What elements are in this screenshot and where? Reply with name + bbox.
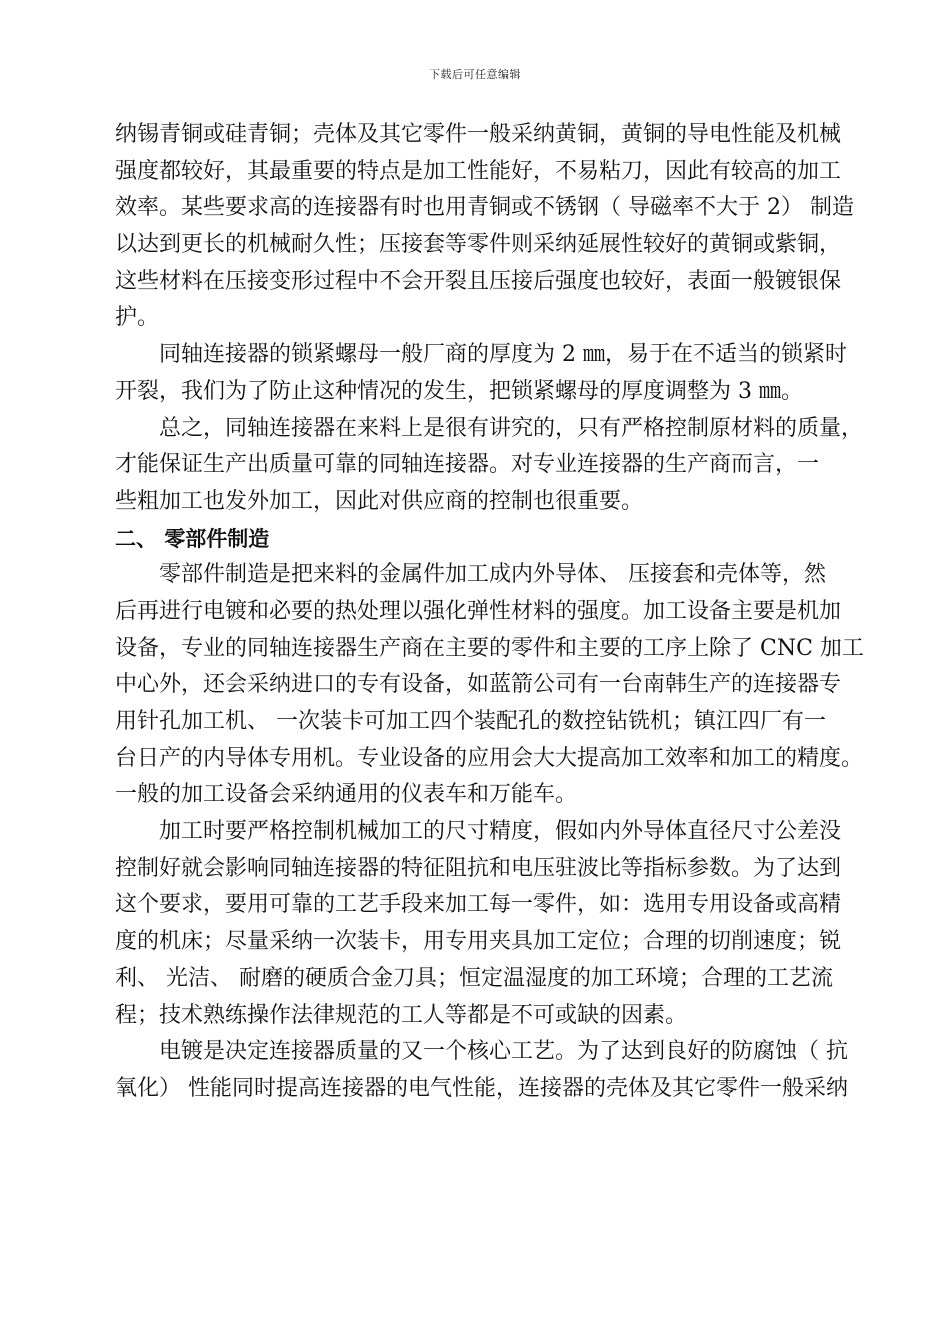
- text-line: 度的机床；尽量采纳一次装卡，用专用夹具加工定位；合理的切削速度；锐: [115, 929, 842, 955]
- text-line: 一般的加工设备会采纳通用的仪表车和万能车。: [115, 782, 578, 808]
- text-line: 护。: [115, 305, 160, 331]
- text-line: 程；技术熟练操作法律规范的工人等都是不可或缺的因素。: [115, 1002, 688, 1028]
- text-line: 效率。某些要求高的连接器有时也用青铜或不锈钢（ 导磁率不大于 2） 制造: [115, 195, 854, 221]
- text-line: 这个要求，要用可靠的工艺手段来加工每一零件，如：选用专用设备或高精: [115, 892, 842, 918]
- text-line: 这些材料在压接变形过程中不会开裂且压接后强度也较好，表面一般镀银保: [115, 268, 842, 294]
- text-line: 电镀是决定连接器质量的又一个核心工艺。为了达到良好的防腐蚀（ 抗: [159, 1039, 848, 1065]
- text-line: 才能保证生产出质量可靠的同轴连接器。对专业连接器的生产商而言，一: [115, 452, 820, 478]
- text-line: 氧化） 性能同时提高连接器的电气性能，连接器的壳体及其它零件一般采纳: [115, 1075, 848, 1101]
- section-heading: 二、 零部件制造: [115, 526, 270, 551]
- text-line: 利、 光洁、 耐磨的硬质合金刀具；恒定温湿度的加工环境；合理的工艺流: [115, 965, 833, 991]
- text-line: 些粗加工也发外加工，因此对供应商的控制也很重要。: [115, 488, 644, 514]
- text-line: 台日产的内导体专用机。专业设备的应用会大大提高加工效率和加工的精度。: [115, 745, 864, 771]
- text-line: 以达到更长的机械耐久性；压接套等零件则采纳延展性较好的黄铜或紫铜，: [115, 232, 842, 258]
- text-line: 纳锡青铜或硅青铜；壳体及其它零件一般采纳黄铜，黄铜的导电性能及机械: [115, 122, 842, 147]
- text-line: 总之，同轴连接器在来料上是很有讲究的，只有严格控制原材料的质量，: [159, 415, 864, 441]
- text-line: 控制好就会影响同轴连接器的特征阻抗和电压驻波比等指标参数。为了达到: [115, 855, 842, 881]
- text-line: 同轴连接器的锁紧螺母一般厂商的厚度为 2 ㎜，易于在不适当的锁紧时: [159, 342, 847, 368]
- text-line: 中心外，还会采纳进口的专有设备，如蓝箭公司有一台南韩生产的连接器专: [115, 672, 842, 698]
- document-body: [115, 117, 885, 1108]
- text-line: 后再进行电镀和必要的热处理以强化弹性材料的强度。加工设备主要是机加: [115, 598, 842, 624]
- page-header: 下载后可任意编辑: [429, 68, 521, 81]
- text-line: 零部件制造是把来料的金属件加工成内外导体、 压接套和壳体等，然: [159, 562, 826, 588]
- text-line: 设备，专业的同轴连接器生产商在主要的零件和主要的工序上除了 CNC 加工: [115, 635, 864, 661]
- text-line: 用针孔加工机、 一次装卡可加工四个装配孔的数控钻铣机；镇江四厂有一: [115, 709, 826, 734]
- text-line: 加工时要严格控制机械加工的尺寸精度，假如内外导体直径尺寸公差没: [159, 819, 842, 845]
- text-line: 开裂，我们为了防止这种情况的发生，把锁紧螺母的厚度调整为 3 ㎜。: [115, 378, 803, 404]
- text-line: 强度都较好，其最重要的特点是加工性能好，不易粘刀，因此有较高的加工: [115, 158, 842, 184]
